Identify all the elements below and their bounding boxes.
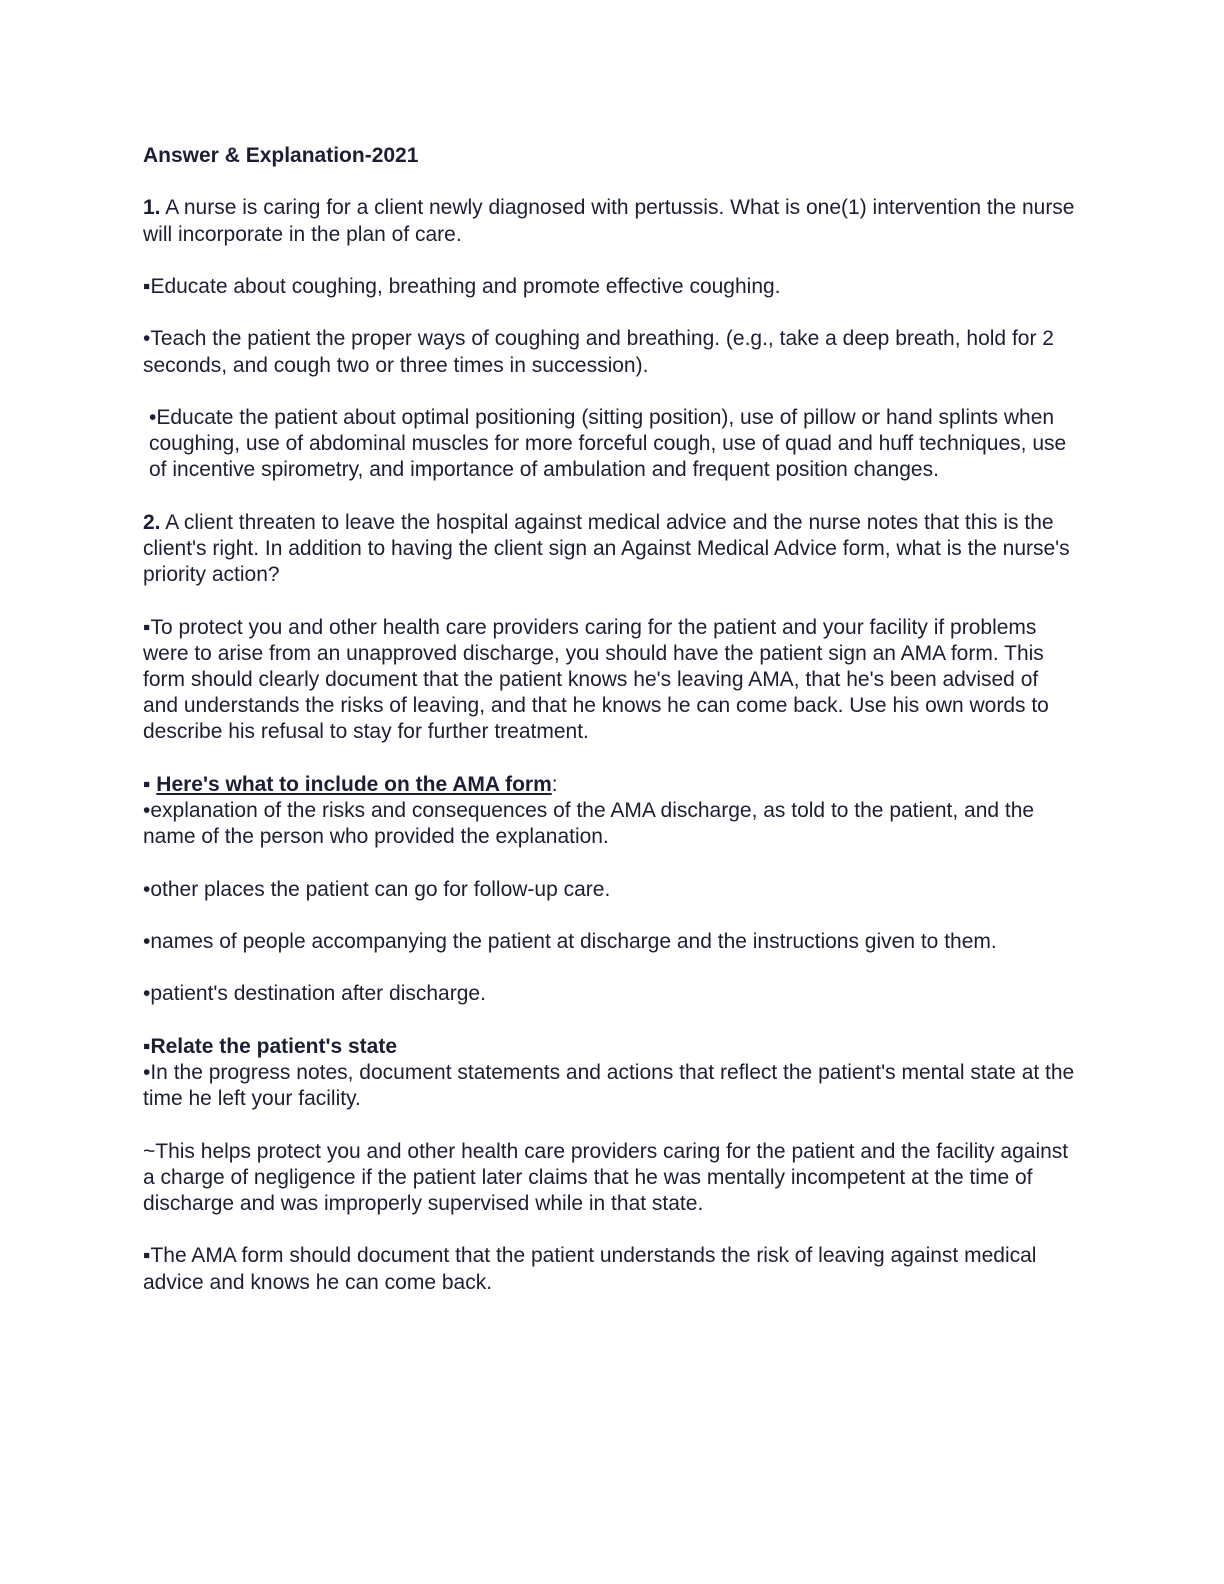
relate-state-item-1: •In the progress notes, document statements and actions that reflect the patient's mental state at the time he left your facility. bbox=[143, 1060, 1075, 1111]
document-title: Answer & Explanation-2021 bbox=[143, 144, 419, 167]
q1-answer-3: •Educate the patient about optimal positioning (sitting position), use of pillow or hand splints when coughing, use of abdominal muscles for more forceful cough, use of quad and huff techniques, use of incentive spirometry, and importance of ambulation and frequent position changes. bbox=[149, 405, 1067, 482]
ama-include-heading-text: Here's what to include on the AMA form bbox=[156, 772, 552, 796]
q1-answer-1: ▪Educate about coughing, breathing and promote effective coughing. bbox=[143, 274, 781, 298]
question-1-number: 1. bbox=[143, 196, 161, 220]
ama-include-item-3: •names of people accompanying the patient at discharge and the instructions given to them. bbox=[143, 929, 997, 953]
question-1 bbox=[143, 195, 1078, 247]
ama-include-heading bbox=[143, 772, 1078, 798]
ama-include-item-2: •other places the patient can go for follow-up care. bbox=[143, 877, 611, 901]
document-page bbox=[143, 143, 1078, 1322]
question-2-text: A client threaten to leave the hospital against medical advice and the nurse notes that this is the client's right. In addition to having the client sign an Against Medical Advice form, what is the nurse's priority action? bbox=[143, 510, 1070, 587]
ama-include-bullet: ▪ bbox=[143, 772, 157, 796]
q1-answer-2: •Teach the patient the proper ways of coughing and breathing. (e.g., take a deep breath, hold for 2 seconds, and cough two or three times in succession). bbox=[143, 327, 1054, 377]
question-2 bbox=[143, 510, 1078, 589]
ama-include-item-1: •explanation of the risks and consequences of the AMA discharge, as told to the patient, and the name of the person who provided the explanation. bbox=[143, 798, 1035, 849]
relate-state-item-3: ▪The AMA form should document that the patient understands the risk of leaving against medical advice and knows he can come back. bbox=[143, 1244, 1037, 1294]
q2-answer-1: ▪To protect you and other health care providers caring for the patient and your facility if problems were to arise from an unapproved discharge, you should have the patient sign an AMA form. This form should clearly document that the patient knows he's leaving AMA, that he's been advised of and understands the risks of leaving, and that he knows he can come back. Use his own words to describe his refusal to stay for further treatment. bbox=[143, 615, 1049, 744]
ama-include-colon: : bbox=[551, 772, 558, 796]
question-1-text: A nurse is caring for a client newly diagnosed with pertussis. What is one(1) intervention the nurse will incorporate in the plan of care. bbox=[143, 196, 1075, 246]
relate-state-heading: ▪Relate the patient's state bbox=[143, 1034, 398, 1058]
relate-state-item-2: ~This helps protect you and other health care providers caring for the patient and the facility against a charge of negligence if the patient later claims that he was mentally incompetent at the time of discharge and was improperly supervised while in that state. bbox=[143, 1139, 1069, 1215]
ama-include-item-4: •patient's destination after discharge. bbox=[143, 982, 486, 1006]
question-2-number: 2. bbox=[143, 510, 161, 534]
